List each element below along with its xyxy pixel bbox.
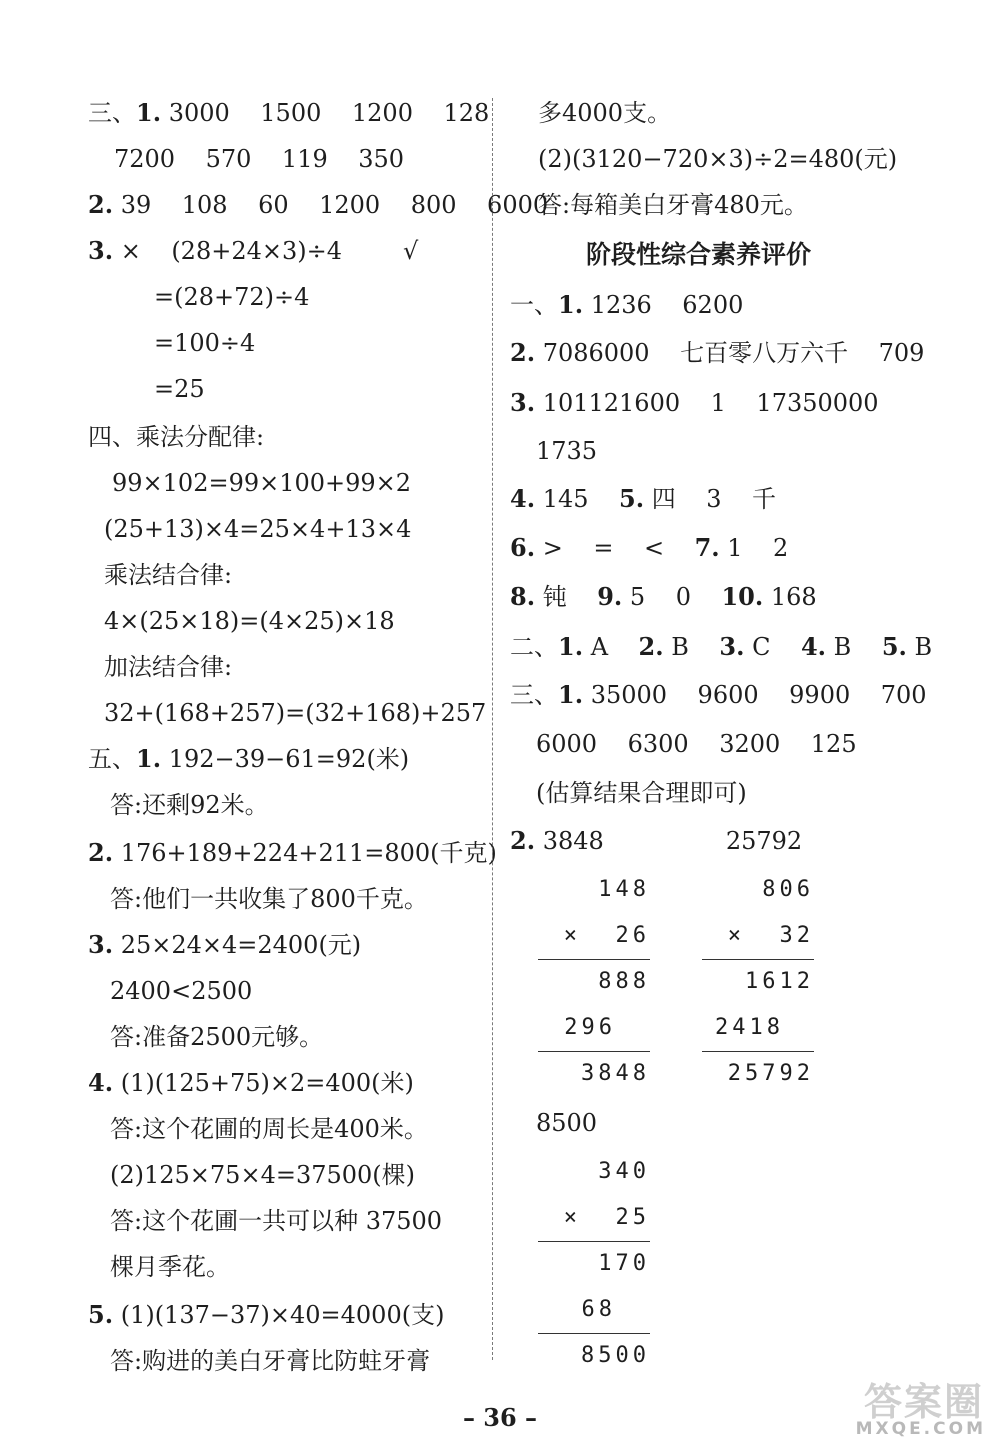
item-number: 8.	[510, 582, 536, 611]
answer-line	[510, 338, 924, 368]
item-number: 3.	[719, 632, 745, 661]
answer-text: B	[663, 633, 720, 661]
answer-text: 加法结合律:	[104, 653, 233, 681]
section-heading: 阶段性综合素养评价	[586, 240, 812, 269]
answer-text: (估算结果合理即可)	[536, 779, 747, 807]
section-number: 五、	[88, 745, 136, 773]
answer-text: C	[744, 633, 801, 661]
answer-text: 1735	[536, 437, 598, 465]
answer-text: 2400<2500	[110, 977, 253, 1005]
answer-text: =(28+72)÷4	[154, 283, 310, 311]
calc-row: 3848	[581, 1061, 650, 1086]
answer-line	[510, 388, 879, 418]
answer-text: 99×102=99×100+99×2	[112, 469, 412, 497]
calc-rule	[702, 1051, 814, 1052]
calc-row: 8500	[581, 1343, 650, 1368]
item-number: 4.	[88, 1068, 114, 1097]
answer-line	[88, 1300, 444, 1330]
item-number: 3.	[510, 388, 536, 417]
answer-line	[104, 606, 395, 636]
calc-rule	[538, 959, 650, 960]
answer-line	[104, 514, 411, 544]
answer-text: 6000 6300 3200 125	[536, 730, 857, 758]
answer-text: 192−39−61=92(米)	[161, 745, 410, 773]
item-number: 5.	[619, 484, 645, 513]
item-number: 1.	[136, 744, 162, 773]
item-number: 6.	[510, 533, 536, 562]
answer-text: 四 3 千	[644, 485, 777, 513]
answer-text: (2)(3120−720×3)÷2=480(元)	[538, 145, 898, 173]
section-number: 二、	[510, 633, 558, 661]
calc-row: 340	[598, 1159, 650, 1184]
answer-line	[104, 698, 486, 728]
answer-line	[510, 290, 743, 320]
answer-line	[154, 282, 309, 312]
answer-line	[154, 374, 205, 404]
answer-text: A	[583, 633, 639, 661]
calc-row: 148	[598, 877, 650, 902]
answer-line	[110, 884, 428, 914]
item-number: 2.	[510, 826, 536, 855]
item-number: 2.	[88, 190, 114, 219]
calc-row: 68	[581, 1297, 616, 1322]
answer-text: 答:准备2500元够。	[110, 1023, 324, 1051]
item-number: 5.	[88, 1300, 114, 1329]
answer-text: 多4000支。	[538, 99, 672, 127]
answer-line	[104, 652, 232, 682]
answer-text: 7086000 七百零八万六千 709	[535, 339, 925, 367]
calc-row: 25792	[727, 1061, 814, 1086]
answer-line	[112, 468, 411, 498]
answer-text: 钝	[535, 583, 598, 611]
answer-text: 25×24×4=2400(元)	[113, 931, 362, 959]
answer-text: 7200 570 119 350	[114, 145, 405, 173]
answer-line	[114, 144, 404, 174]
answer-text: 1236 6200	[583, 291, 744, 319]
calc-rule	[538, 1051, 650, 1052]
answer-text: 乘法分配律:	[136, 423, 265, 451]
item-number: 3.	[88, 930, 114, 959]
answer-line	[536, 729, 857, 759]
answer-line	[110, 976, 252, 1006]
section-number: 三、	[510, 681, 558, 709]
answer-text: 8500	[536, 1109, 598, 1137]
item-number: 1.	[136, 98, 162, 127]
answer-line	[510, 632, 932, 662]
answer-line	[536, 1108, 597, 1138]
calc-rule	[702, 959, 814, 960]
answer-text: 答:每箱美白牙膏480元。	[538, 191, 808, 219]
answer-line	[536, 778, 747, 808]
answer-line	[538, 144, 897, 174]
item-number: 1.	[558, 290, 584, 319]
answer-line	[88, 744, 409, 774]
answer-line	[510, 680, 927, 710]
calc-row: × 26	[563, 923, 650, 948]
answer-text: B	[826, 633, 882, 661]
item-number: 10.	[721, 582, 764, 611]
calc-row: 296	[564, 1015, 616, 1040]
item-number: 1.	[558, 632, 584, 661]
answer-line	[510, 826, 802, 856]
calc-row: 1612	[745, 969, 814, 994]
answer-line	[88, 98, 489, 128]
answer-line	[536, 436, 597, 466]
item-number: 1.	[558, 680, 584, 709]
watermark-logo	[826, 1371, 986, 1439]
answer-text: =100÷4	[154, 329, 256, 357]
answer-line	[110, 1252, 230, 1282]
answer-text: B	[906, 633, 933, 661]
answer-line	[538, 190, 808, 220]
answer-text: 答:还剩92米。	[110, 791, 269, 819]
item-number: 7.	[694, 533, 720, 562]
answer-text: (2)125×75×4=37500(棵)	[110, 1161, 416, 1189]
item-number: 5.	[881, 632, 907, 661]
item-number: 4.	[510, 484, 536, 513]
answer-text: 4×(25×18)=(4×25)×18	[104, 607, 395, 635]
answer-line	[88, 1068, 414, 1098]
calc-rule	[538, 1333, 650, 1334]
item-number: 2.	[88, 838, 114, 867]
item-number: 2.	[510, 338, 536, 367]
answer-text: × (28+24×3)÷4 √	[113, 237, 419, 265]
section-number: 四、	[88, 423, 136, 451]
answer-line	[110, 1206, 442, 1236]
answer-text: 168	[763, 583, 817, 611]
answer-line	[104, 560, 232, 590]
answer-text: 答:购进的美白牙膏比防蛀牙膏	[110, 1347, 431, 1375]
answer-line	[510, 582, 817, 612]
answer-line	[88, 930, 361, 960]
watermark-site: MXQE.COM	[855, 1419, 986, 1439]
column-divider	[492, 98, 493, 1360]
section-number: 三、	[88, 99, 136, 127]
answer-text: 3848 25792	[535, 827, 803, 855]
answer-line	[88, 838, 497, 868]
page-number: – 36 –	[462, 1403, 538, 1432]
answer-line	[510, 484, 776, 514]
answer-line	[110, 1346, 430, 1376]
item-number: 9.	[597, 582, 623, 611]
answer-line	[110, 790, 269, 820]
answer-line	[538, 98, 671, 128]
answer-text: 棵月季花。	[110, 1253, 230, 1281]
answer-text: (1)(125+75)×2=400(米)	[113, 1069, 414, 1097]
answer-text: 1 2	[719, 534, 789, 562]
answer-text: (25+13)×4=25×4+13×4	[104, 515, 412, 543]
answer-text: 32+(168+257)=(32+168)+257	[104, 699, 487, 727]
answer-line	[510, 533, 788, 563]
answer-line	[88, 236, 418, 266]
calc-rule	[538, 1241, 650, 1242]
answer-text: > = <	[535, 534, 695, 562]
answer-text: 3000 1500 1200 128	[161, 99, 490, 127]
answer-text: 176+189+224+211=800(千克)	[113, 839, 497, 867]
answer-text: 答:他们一共收集了800千克。	[110, 885, 428, 913]
answer-text: 答:这个花圃一共可以种 37500	[110, 1207, 443, 1235]
answer-text: 乘法结合律:	[104, 561, 233, 589]
answer-line	[110, 1160, 415, 1190]
answer-line	[154, 328, 255, 358]
calc-row: × 32	[727, 923, 814, 948]
calc-row: 2418	[715, 1015, 784, 1040]
answer-text: 35000 9600 9900 700	[583, 681, 927, 709]
item-number: 2.	[638, 632, 664, 661]
answer-text: 39 108 60 1200 800 6000	[113, 191, 549, 219]
answer-text: 答:这个花圃的周长是400米。	[110, 1115, 428, 1143]
answer-text: (1)(137−37)×40=4000(支)	[113, 1301, 445, 1329]
answer-text: 145	[535, 485, 620, 513]
answer-text: 101121600 1 17350000	[535, 389, 879, 417]
calc-row: 888	[598, 969, 650, 994]
answer-line	[110, 1114, 428, 1144]
answer-line	[88, 422, 264, 452]
calc-row: 170	[598, 1251, 650, 1276]
answer-line	[88, 190, 548, 220]
answer-text: 5 0	[622, 583, 722, 611]
answer-line	[110, 1022, 323, 1052]
item-number: 4.	[800, 632, 827, 661]
calc-row: × 25	[563, 1205, 650, 1230]
calc-row: 806	[762, 877, 814, 902]
section-number: 一、	[510, 291, 558, 319]
watermark-logo-text: 答案圈	[863, 1380, 984, 1424]
item-number: 3.	[88, 236, 114, 265]
answer-text: =25	[154, 375, 205, 403]
